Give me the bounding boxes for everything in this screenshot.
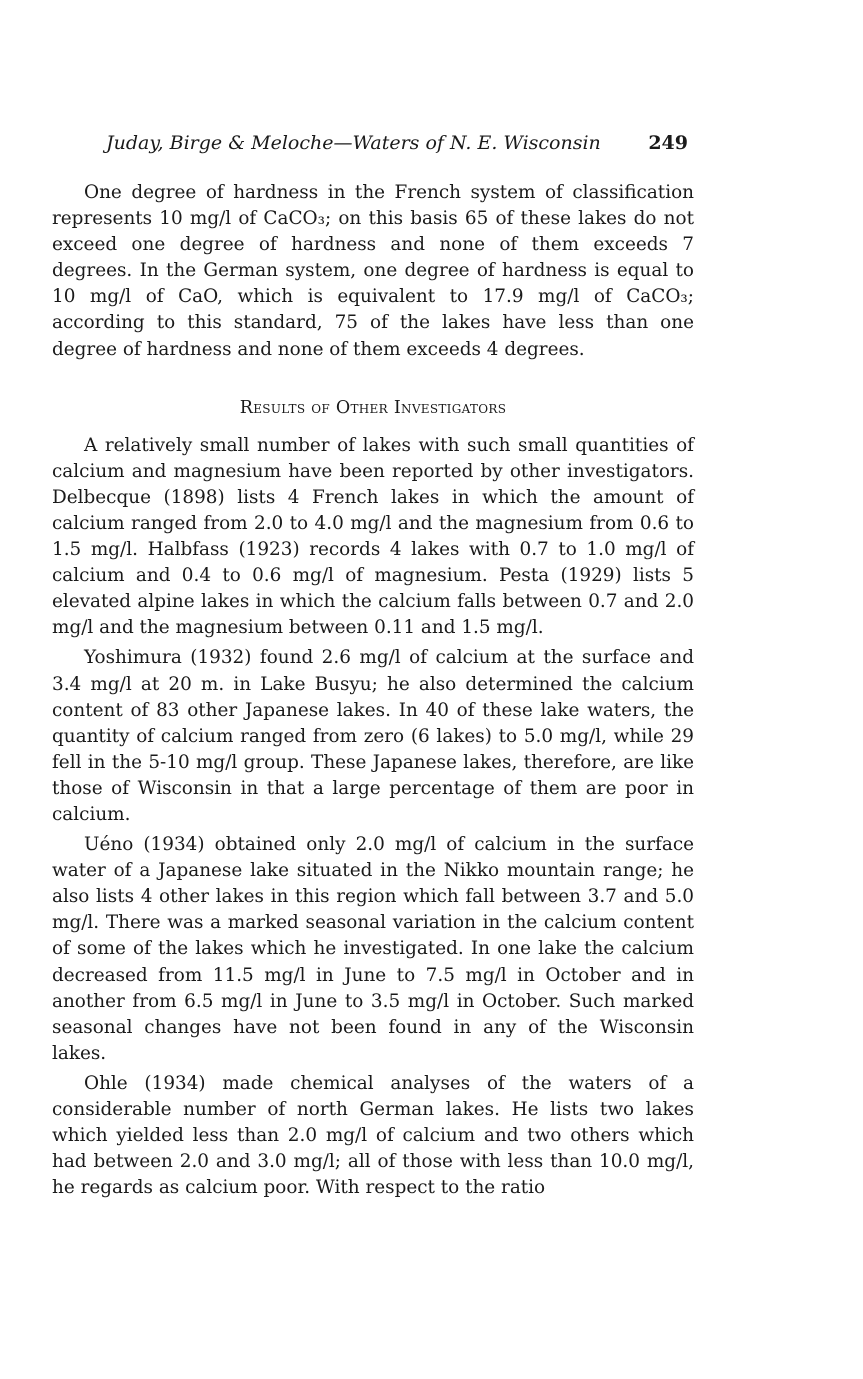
paragraph-yoshimura: Yoshimura (1932) found 2.6 mg/l of calcium at the surface and 3.4 mg/l at 20 m. in Lake Busyu; he also determined the calcium content of 83 other Japanese lakes. In 40 of these lake waters, the quantity of calcium ranged from zero (6 lakes) to 5.0 mg/l, while 29 fell in the 5-10 mg/l group. These Japanese lakes, therefore, are like those of Wisconsin in that a large percentage of them are poor in calcium. [52,647,694,825]
paragraph-other-investigators: A relatively small number of lakes with such small quantities of calcium and magnesium have been reported by other investigators. Delbecque (1898) lists 4 French lakes in which the amount of calcium ranged from 2.0 to 4.0 mg/l and the magnesium from 0.6 to 1.5 mg/l. Halbfass (1923) records 4 lakes with 0.7 to 1.0 mg/l of calcium and 0.4 to 0.6 mg/l of magnesium. Pesta (1929) lists 5 elevated alpine lakes in which the calcium falls between 0.7 and 2.0 mg/l and the magnesium between 0.11 and 1.5 mg/l. [52,434,694,639]
running-title: Juday, Birge & Meloche—Waters of N. E. Wisconsin [106,132,601,154]
section-heading: Results of Other Investigators [239,397,507,418]
paragraph-hardness: One degree of hardness in the French system of classification represents 10 mg/l of CaCO₃; on this basis 65 of these lakes do not exceed one degree of hardness and none of them exceeds 7 degrees. In the German system, one degree of hardness is equal to 10 mg/l of CaO, which is equivalent to 17.9 mg/l of CaCO₃; according to this standard, 75 of the lakes have less than one degree of hardness and none of them exceeds 4 degrees. [52,182,694,360]
page [52,128,694,1205]
paragraph-ueno: Uéno (1934) obtained only 2.0 mg/l of calcium in the surface water of a Japanese lake situated in the Nikko mountain range; he also lists 4 other lakes in this region which fall between 3.7 and 5.0 mg/l. There was a marked seasonal variation in the calcium content of some of the lakes which he investigated. In one lake the calcium decreased from 11.5 mg/l in June to 7.5 mg/l in October and in another from 6.5 mg/l in June to 3.5 mg/l in October. Such marked seasonal changes have not been found in any of the Wisconsin lakes. [52,834,694,1064]
page-number: 249 [648,132,688,154]
running-head [106,128,694,158]
paragraph-ohle: Ohle (1934) made chemical analyses of the waters of a considerable number of north German lakes. He lists two lakes which yielded less than 2.0 mg/l of calcium and two others which had between 2.0 and 3.0 mg/l; all of those with less than 10.0 mg/l, he regards as calcium poor. With respect to the ratio [52,1072,694,1199]
